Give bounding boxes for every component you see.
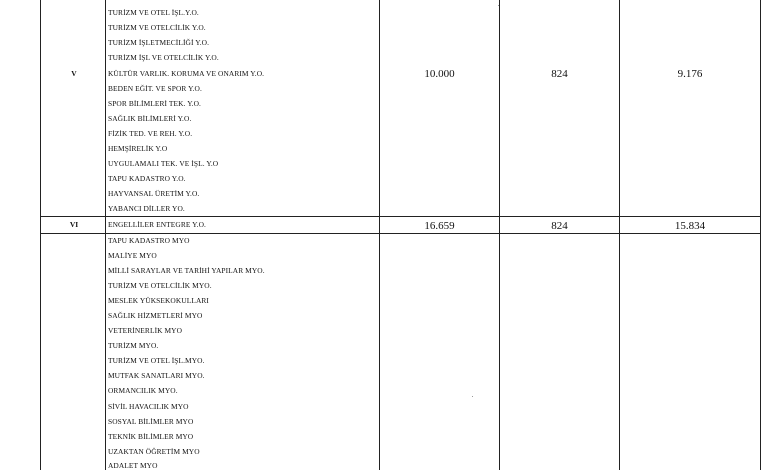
group-vi-value-3: 15.834 [674,220,706,232]
list-item: FİZİK TED. VE REH. Y.O. [108,129,193,138]
list-item: TURİZM İŞLETMECİLİĞİ Y.O. [108,38,210,47]
scan-speck [472,396,473,397]
list-item: TEKNİK BİLİMLER MYO [108,432,194,441]
group-v-value-1: 10.000 [424,68,455,80]
list-item: HEMŞİRELİK Y.O [108,144,168,153]
list-item: MALİYE MYO [108,251,157,260]
list-item: ORMANCILIK MYO. [108,386,178,395]
list-item: TURİZM MYO. [108,341,159,350]
list-item: ADALET MYO [108,461,158,470]
list-item: KÜLTÜR VARLIK. KORUMA VE ONARIM Y.O. [108,69,265,78]
row-number-v: V [71,69,77,78]
group-v-value-3: 9.176 [677,68,703,80]
list-item: SİVİL HAVACILIK MYO [108,402,189,411]
list-item: ENGELLİLER ENTEGRE Y.O. [108,220,206,229]
list-item: MUTFAK SANATLARI MYO. [108,371,205,380]
list-item: TURİZM VE OTEL İŞL.MYO. [108,356,205,365]
list-item: VETERİNERLİK MYO [108,326,183,335]
list-item: TURİZM VE OTEL İŞL.Y.O. [108,8,199,17]
list-item: TURİZM İŞL VE OTELCİLİK Y.O. [108,53,219,62]
group-vi-value-2: 824 [551,220,568,232]
list-item: BEDEN EĞİT. VE SPOR Y.O. [108,84,202,93]
row-divider [40,216,760,217]
group-v-value-2: 824 [551,68,568,80]
list-item: TAPU KADASTRO MYO [108,236,190,245]
scan-speck [498,5,499,6]
list-item: SAĞLIK HİZMETLERİ MYO [108,311,203,320]
list-item: TAPU KADASTRO Y.O. [108,174,186,183]
list-item: SAĞLIK BİLİMLERİ Y.O. [108,114,192,123]
row-number-vi: VI [69,220,79,229]
list-item: SOSYAL BİLİMLER MYO [108,417,194,426]
list-item: UZAKTAN ÖĞRETİM MYO [108,447,200,456]
list-item: MİLLİ SARAYLAR VE TARİHİ YAPILAR MYO. [108,266,265,275]
group-vi-value-1: 16.659 [424,220,455,232]
row-divider [40,233,760,234]
list-item: UYGULAMALI TEK. VE İŞL. Y.O [108,159,219,168]
table-border-right [760,0,761,470]
list-item: TURİZM VE OTELCİLİK MYO. [108,281,212,290]
list-item: SPOR BİLİMLERİ TEK. Y.O. [108,99,202,108]
list-item: YABANCI DİLLER YO. [108,204,185,213]
list-item: MESLEK YÜKSEKOKULLARI [108,296,209,305]
list-item: HAYVANSAL ÜRETİM Y.O. [108,189,200,198]
list-item: TURİZM VE OTELCİLİK Y.O. [108,23,206,32]
